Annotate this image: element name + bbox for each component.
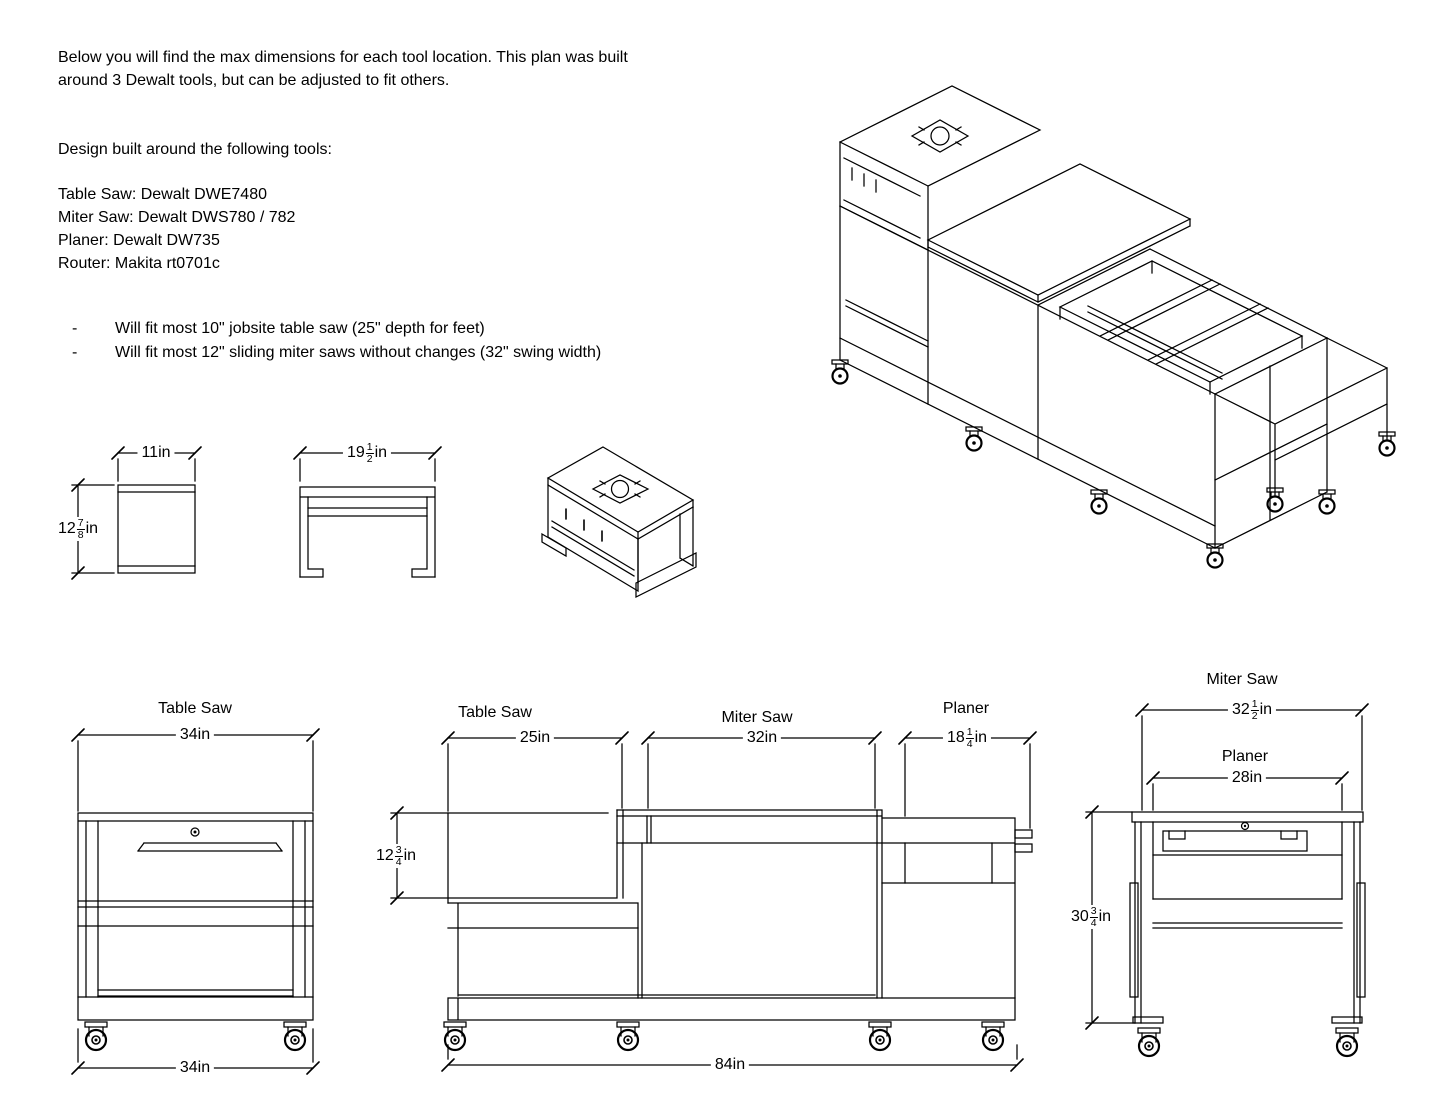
note-item [72,341,732,365]
tool-item-miter-saw: Miter Saw: Dewalt DWS780 / 782 [58,209,296,226]
end-planer-width-label: 28in [1228,768,1266,788]
side-overall-length-label: 84in [711,1055,749,1075]
intro-paragraph: Below you will find the max dimensions for each tool location. This plan was built around 3 Dewalt tools, but can be adjusted to fit others. [58,49,628,89]
side-tablesaw-width-label: 25in [516,728,554,748]
end-mitersaw-width-label: 32 $\frac{1}{2}$ in [1228,698,1276,722]
workbench-isometric [770,60,1440,570]
front-elevation-title: Table Saw [158,700,232,717]
router-width-label: 11in [137,443,174,463]
tool-item-planer: Planer: Dewalt DW735 [58,232,220,249]
workbench-isometric-drawing [770,60,1440,570]
front-bottom-width-label: 34in [176,1058,214,1078]
router-opening-side-view [285,428,455,593]
notes-list [72,317,732,365]
front-top-width-label: 34in [176,725,214,745]
side-mitersaw-title: Miter Saw [721,709,793,726]
side-elevation [375,695,1050,1105]
end-height-label: 30 $\frac{3}{4}$ in [1067,905,1115,929]
router-opening-front-view [57,428,215,593]
side-planer-title: Planer [942,700,990,717]
router-table-isometric [532,425,727,630]
side-tablesaw-title: Table Saw [458,704,532,721]
bullet-dash: - [72,320,78,337]
router-side-width-label: 19 $\frac{1}{2}$ in [343,441,391,465]
side-elevation-drawing [385,695,1050,1105]
end-planer-title: Planer [1221,748,1269,765]
side-well-depth-label: 12 $\frac{3}{4}$ in [372,844,420,868]
design-heading: Design built around the following tools: [58,141,332,158]
bullet-dash: - [72,344,78,361]
side-mitersaw-width-label: 32in [743,728,781,748]
router-table-iso-drawing [532,425,727,630]
side-planer-width-label: 18 $\frac{1}{4}$ in [943,726,991,750]
end-elevation-drawing [1075,665,1445,1075]
router-height-label: 12 $\frac{7}{8}$ in [54,517,102,541]
end-elevation [1070,665,1445,1075]
note-item [72,317,732,341]
end-mitersaw-title: Miter Saw [1206,671,1278,688]
note-text: Will fit most 10" jobsite table saw (25" depth for feet) [115,320,485,337]
front-elevation [60,695,330,1105]
front-elevation-drawing [60,695,330,1105]
note-text: Will fit most 12" sliding miter saws without changes (32" swing width) [115,344,602,361]
tool-list [58,183,295,275]
tool-item-router: Router: Makita rt0701c [58,255,220,272]
tool-item-table-saw: Table Saw: Dewalt DWE7480 [58,186,267,203]
